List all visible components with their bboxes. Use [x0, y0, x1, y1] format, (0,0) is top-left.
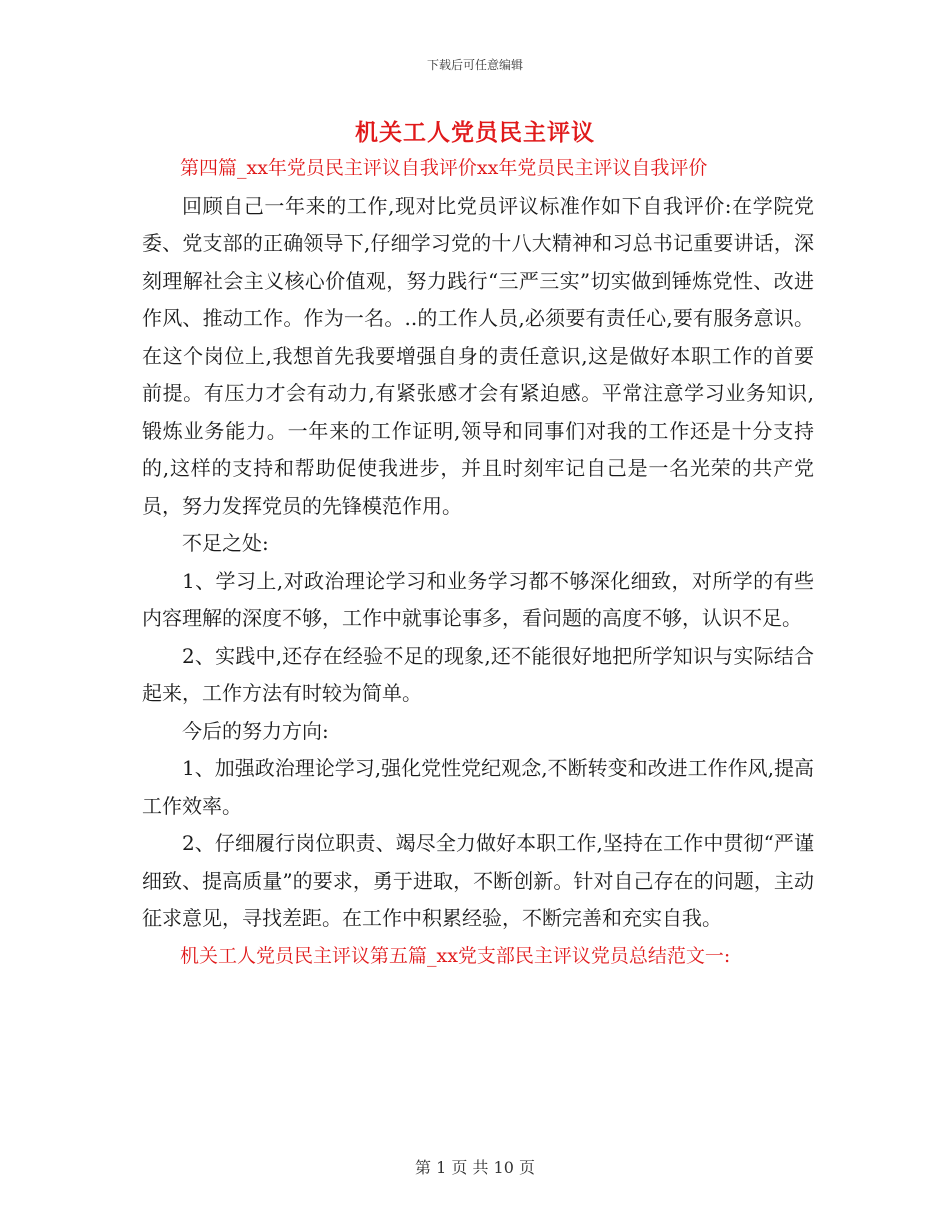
paragraph-direction-1: 1、加强政治理论学习,强化党性党纪观念,不断转变和改进工作作风,提高工作效率。 — [142, 756, 814, 818]
header-note: 下载后可任意编辑 — [426, 58, 523, 72]
paragraph-direction-label: 今后的努力方向: — [182, 718, 329, 743]
document-title: 机关工人党员民主评议 — [355, 119, 595, 146]
paragraph-shortcomings-label: 不足之处: — [182, 531, 269, 555]
paragraph-direction-2: 2、仔细履行岗位职责、竭尽全力做好本职工作,坚持在工作中贯彻“严谨细致、提高质量”的要求，勇于进取，不断创新。针对自己存在的问题，主动征求意见，寻找差距。在工作中积累经验，不断完善和充实自我。 — [142, 831, 814, 930]
document-body — [142, 150, 814, 975]
paragraph-shortcoming-1: 1、学习上,对政治理论学习和业务学习都不够深化细致，对所学的有些内容理解的深度不够，工作中就事论事多，看问题的高度不够，认识不足。 — [142, 568, 814, 630]
page-number-footer: 第 1 页 共 10 页 — [415, 1158, 535, 1177]
section-heading-5: 机关工人党员民主评议第五篇_xx党支部民主评议党员总结范文一: — [180, 944, 731, 967]
paragraph-shortcoming-2: 2、实践中,还存在经验不足的现象,还不能很好地把所学知识与实际结合起来，工作方法有时较为简单。 — [142, 643, 814, 705]
paragraph-self-review: 回顾自己一年来的工作,现对比党员评议标准作如下自我评价:在学院党委、党支部的正确领导下,仔细学习党的十八大精神和习总书记重要讲话，深刻理解社会主义核心价值观，努力践行“三严三实”切实做到锤炼党性、改进作风、推动工作。作为一名。..的工作人员,必须要有责任心,要有服务意识。在这个岗位上,我想首先我要增强自身的责任意识,这是做好本职工作的首要前提。有压力才会有动力,有紧张感才会有紧迫感。平常注意学习业务知识,锻炼业务能力。一年来的工作证明,领导和同事们对我的工作还是十分支持的,这样的支持和帮助促使我进步，并且时刻牢记自己是一名光荣的共产党员，努力发挥党员的先锋模范作用。 — [142, 193, 814, 518]
section-heading-4: 第四篇_xx年党员民主评议自我评价xx年党员民主评议自我评价 — [180, 157, 708, 179]
